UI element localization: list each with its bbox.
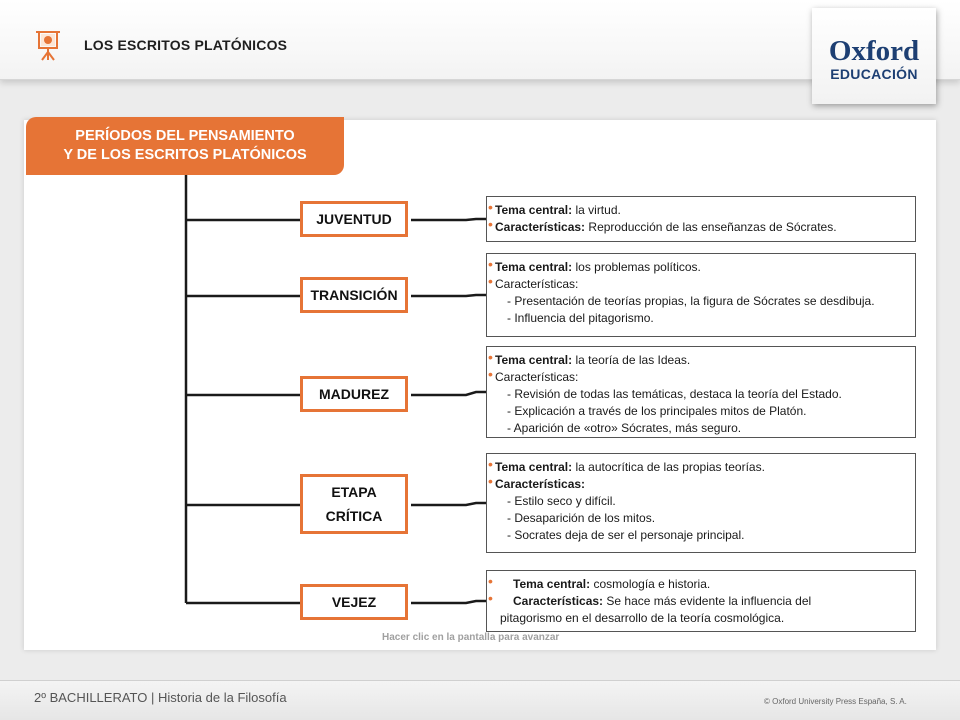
info-bullet-line <box>495 219 911 236</box>
info-connector-line <box>411 295 486 296</box>
page-title: LOS ESCRITOS PLATÓNICOS <box>84 37 288 53</box>
info-text: pitagorismo en el desarrollo de la teoría cosmológica. <box>500 611 785 625</box>
info-text: - Influencia del pitagorismo. <box>507 311 654 325</box>
info-sub-line <box>495 527 911 544</box>
info-key: Características: <box>513 594 604 608</box>
info-text: Se hace más evidente la influencia del <box>603 594 812 608</box>
info-sub-line <box>495 310 911 327</box>
stage-info-box-1 <box>486 253 916 337</box>
footer-course: 2º BACHILLERATO | Historia de la Filosofía <box>34 690 287 705</box>
diagram-title-line-2: Y DE LOS ESCRITOS PLATÓNICOS <box>63 147 307 163</box>
info-text: - Presentación de teorías propias, la figura de Sócrates se desdibuja. <box>507 294 875 308</box>
info-connector-line <box>411 503 486 505</box>
diagram-title <box>26 117 344 175</box>
stage-box-1 <box>300 277 408 313</box>
info-bullet-line <box>495 369 911 386</box>
logo-brand: Oxford <box>828 35 920 67</box>
info-key: Tema central: <box>495 260 573 274</box>
info-key: Tema central: <box>495 460 573 474</box>
info-text: Reproducción de las enseñanzas de Sócrates. <box>585 220 837 234</box>
info-bullet-line <box>495 576 911 593</box>
stage-label: MADUREZ <box>319 386 389 402</box>
info-bullet-line <box>495 259 911 276</box>
advance-hint[interactable]: Hacer clic en la pantalla para avanzar <box>382 632 560 643</box>
info-sub-line <box>495 493 911 510</box>
info-text: - Aparición de «otro» Sócrates, más seguro. <box>507 421 742 435</box>
info-text: los problemas políticos. <box>572 260 701 274</box>
stage-info-box-0 <box>486 196 916 242</box>
stage-box-3 <box>300 474 408 534</box>
info-text: - Desaparición de los mitos. <box>507 511 656 525</box>
info-text: Características: <box>495 277 579 291</box>
info-key: Tema central: <box>513 577 591 591</box>
info-sub-line <box>495 510 911 527</box>
stage-label: ETAPA <box>331 484 377 500</box>
info-bullet-line <box>495 459 911 476</box>
info-bullet-line <box>495 352 911 369</box>
stage-label: CRÍTICA <box>325 508 383 524</box>
stage-info-box-4 <box>486 570 916 632</box>
info-text: la autocrítica de las propias teorías. <box>572 460 765 474</box>
stage-box-2 <box>300 376 408 412</box>
stage-box-4 <box>300 584 408 620</box>
info-connector-line <box>411 219 486 220</box>
stage-label: VEJEZ <box>331 594 377 610</box>
info-text: la virtud. <box>572 203 621 217</box>
info-sub-line <box>495 610 911 627</box>
footer-copyright: © Oxford University Press España, S. A. <box>764 697 907 706</box>
stage-info-box-3 <box>486 453 916 553</box>
stage-box-0 <box>300 201 408 237</box>
info-sub-line <box>495 403 911 420</box>
stage-label: TRANSICIÓN <box>310 287 398 303</box>
info-sub-line <box>495 420 911 437</box>
info-bullet-line <box>495 202 911 219</box>
info-text: - Socrates deja de ser el personaje principal. <box>507 528 745 542</box>
info-bullet-line <box>495 593 911 610</box>
stage-label: JUVENTUD <box>316 211 392 227</box>
info-key: Tema central: <box>495 353 573 367</box>
info-text: la teoría de las Ideas. <box>572 353 691 367</box>
info-sub-line <box>495 293 911 310</box>
info-key: Características: <box>495 220 586 234</box>
info-connector-line <box>411 392 486 395</box>
info-key: Características: <box>495 477 586 491</box>
info-text: - Estilo seco y difícil. <box>507 494 616 508</box>
stage-info-box-2 <box>486 346 916 438</box>
info-text: cosmología e historia. <box>590 577 711 591</box>
info-key: Tema central: <box>495 203 573 217</box>
info-text: - Explicación a través de los principales mitos de Platón. <box>507 404 807 418</box>
info-text: - Revisión de todas las temáticas, destaca la teoría del Estado. <box>507 387 842 401</box>
info-connector-line <box>411 601 486 603</box>
info-bullet-line <box>495 476 911 493</box>
info-bullet-line <box>495 276 911 293</box>
logo-subtitle: EDUCACIÓN <box>830 66 918 82</box>
info-text: Características: <box>495 370 579 384</box>
diagram-title-line-1: PERÍODOS DEL PENSAMIENTO <box>75 128 295 144</box>
info-sub-line <box>495 386 911 403</box>
